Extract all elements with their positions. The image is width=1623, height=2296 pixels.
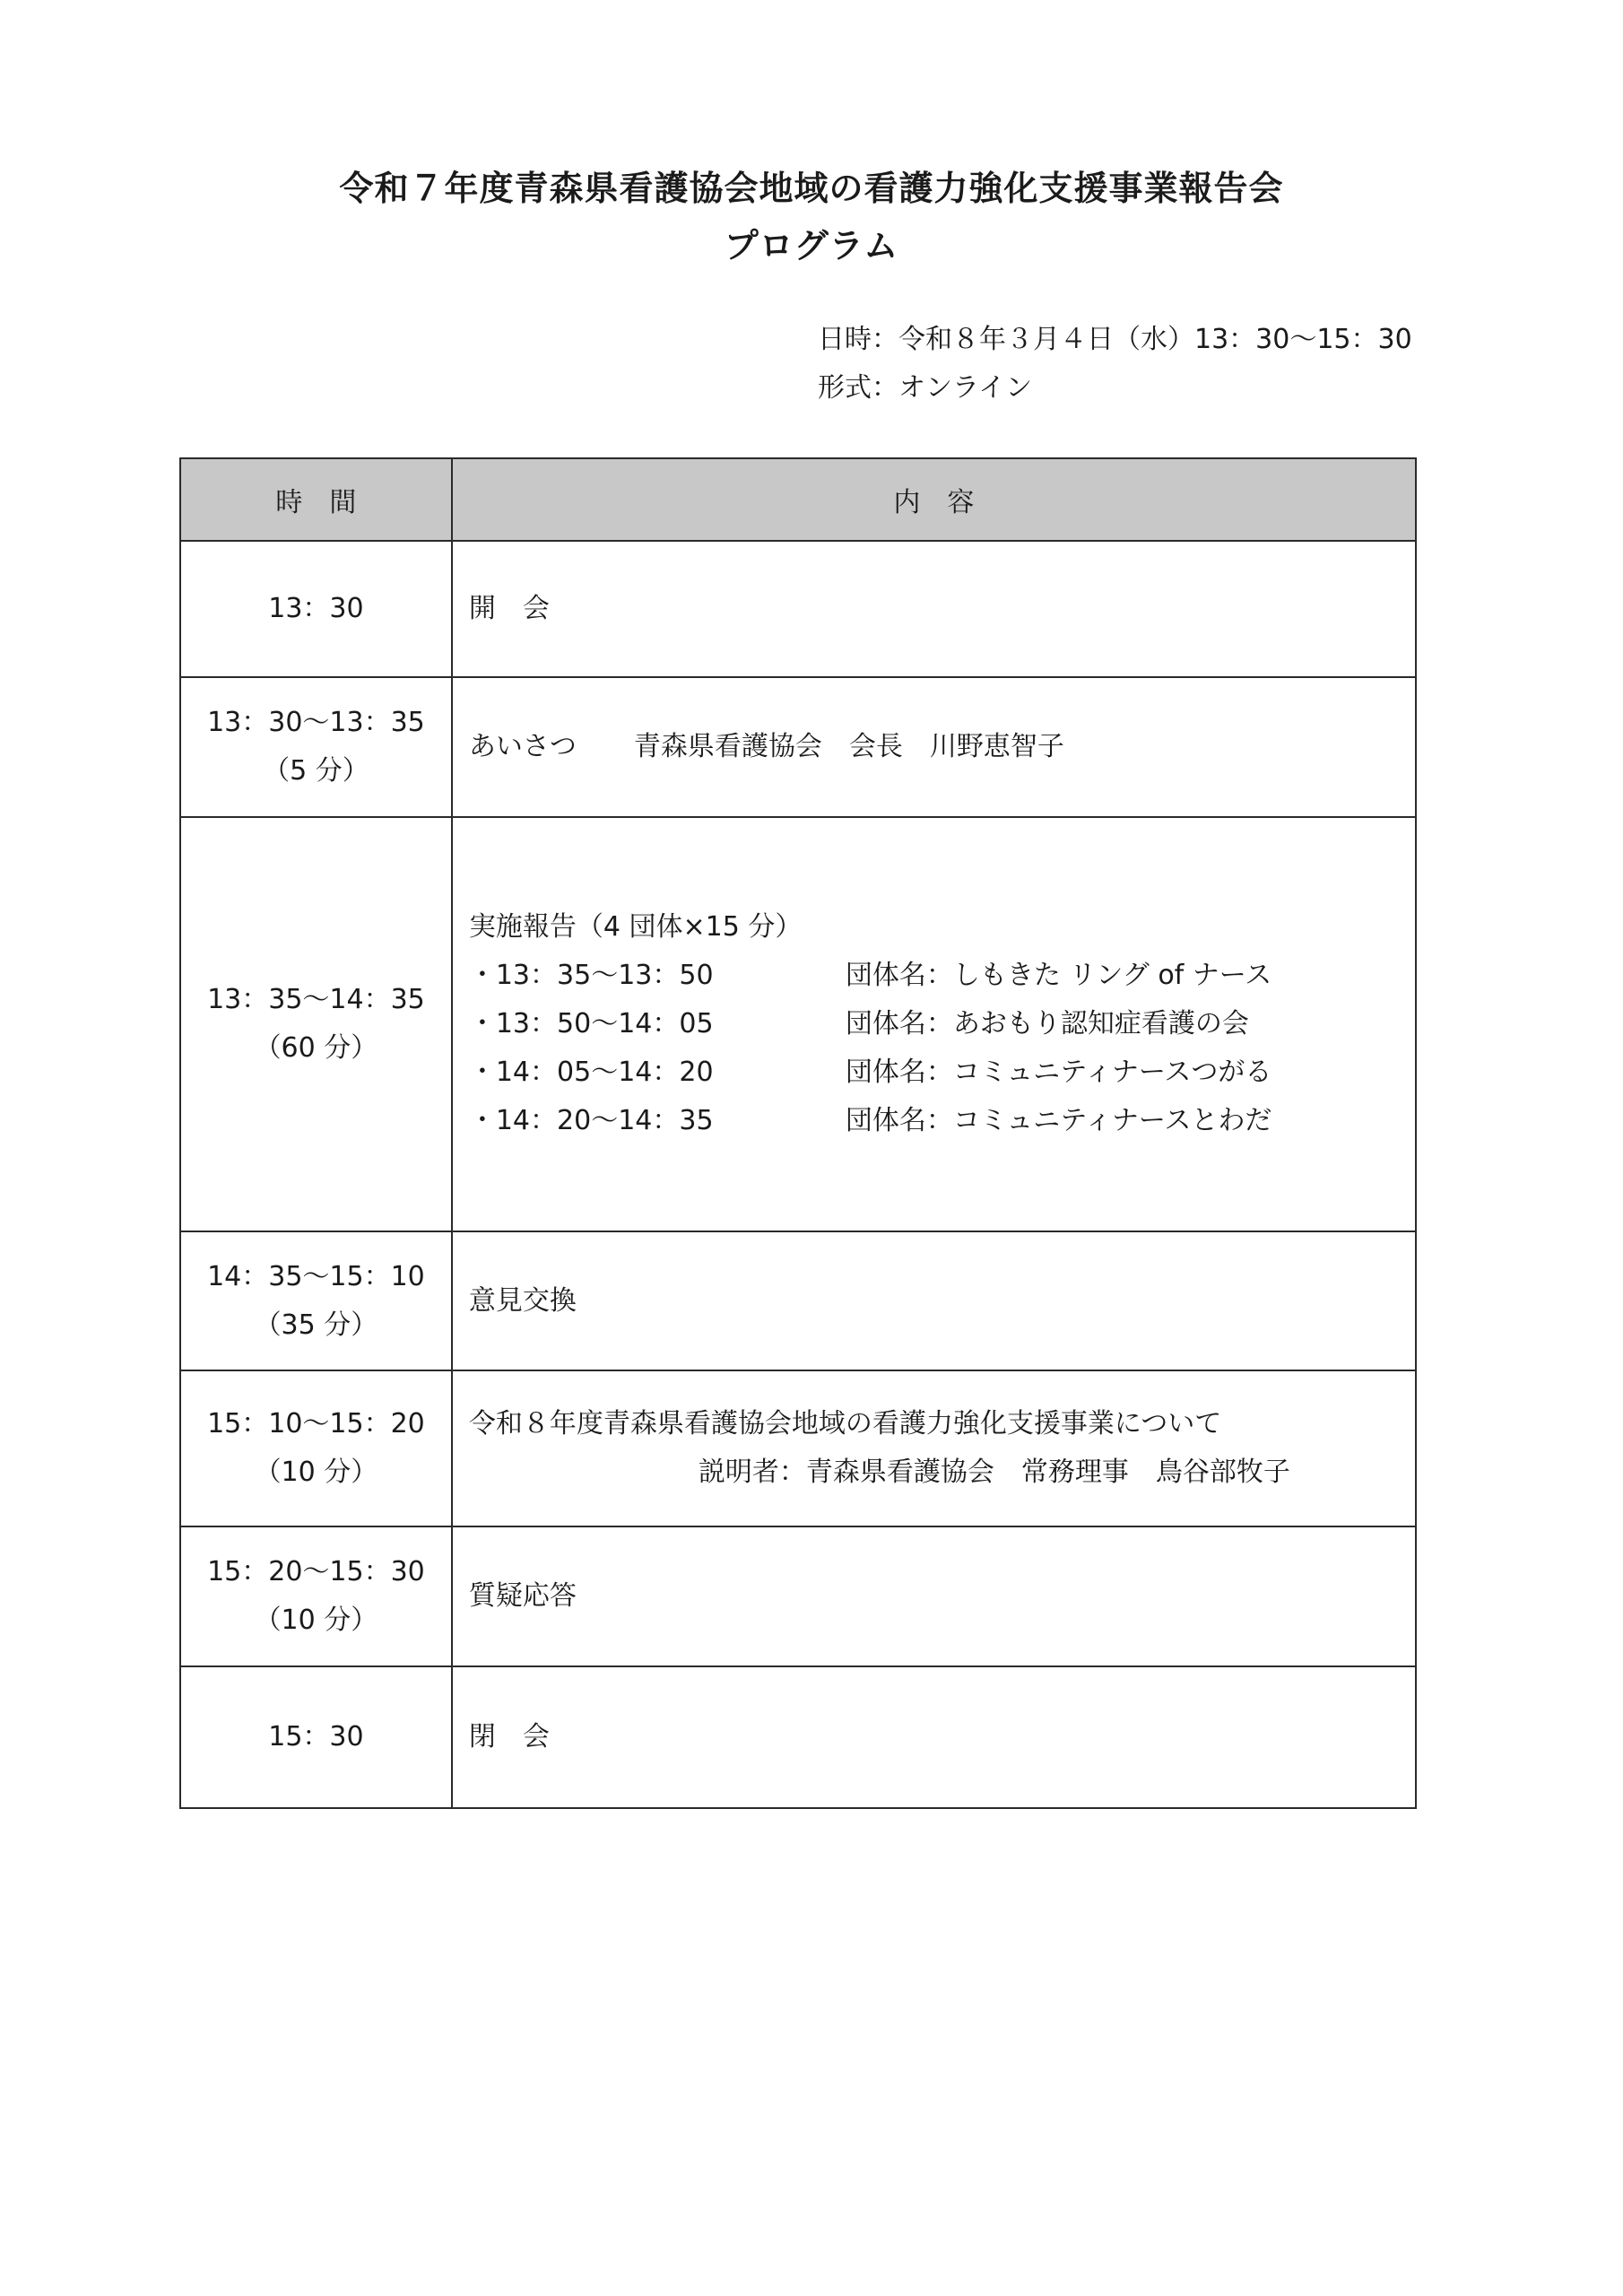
greeting-org: 青森県看護協会 — [633, 731, 822, 762]
report-item: ・13：50～14：05 団体名：あおもり認知症看護の会 — [468, 1008, 1249, 1039]
table-row — [180, 1526, 1416, 1666]
report-item: ・14：05～14：20 団体名：コミュニティナースつがる — [468, 1057, 1272, 1088]
table-row — [180, 541, 1416, 677]
report-heading: 実施報告（4 団体×15 分） — [468, 911, 803, 943]
greeting-role: 会長 — [848, 731, 903, 762]
document-title: 令和７年度青森県看護協会地域の看護力強化支援事業報告会 — [339, 169, 1284, 208]
document-subtitle: プログラム — [724, 226, 899, 265]
presenter: 説明者：青森県看護協会 常務理事 鳥谷部牧子 — [698, 1457, 1290, 1488]
row-content — [452, 817, 1416, 1231]
row-time: 15：20～15：30 （10 分） — [180, 1526, 452, 1666]
event-meta — [818, 316, 1412, 413]
report-item: ・13：35～13：50 団体名：しもきた リング of ナース — [468, 960, 1272, 991]
document-header — [0, 160, 1623, 274]
row-time: 15：10～15：20 （10 分） — [180, 1370, 452, 1526]
row-content — [452, 677, 1416, 817]
column-header-time: 時 間 — [180, 458, 452, 541]
greeting-name: 川野恵智子 — [929, 731, 1064, 762]
report-item: ・14：20～14：35 団体名：コミュニティナースとわだ — [468, 1105, 1272, 1136]
program-table — [179, 457, 1417, 1809]
row-time: 13：35～14：35 （60 分） — [180, 817, 452, 1231]
table-header-row — [180, 458, 1416, 541]
table-row — [180, 677, 1416, 817]
column-header-content: 内 容 — [452, 458, 1416, 541]
table-row — [180, 817, 1416, 1231]
row-time: 13：30～13：35 （5 分） — [180, 677, 452, 817]
event-format: 形式：オンライン — [818, 372, 1033, 404]
plan-description: 令和８年度青森県看護協会地域の看護力強化支援事業について — [468, 1408, 1222, 1439]
table-row — [180, 1231, 1416, 1370]
row-time: 15：30 — [180, 1666, 452, 1808]
greeting-label: あいさつ — [468, 731, 577, 762]
row-content: 質疑応答 — [452, 1526, 1416, 1666]
table-row — [180, 1666, 1416, 1808]
row-content — [452, 1370, 1416, 1526]
row-time: 14：35～15：10 （35 分） — [180, 1231, 452, 1370]
row-content: 開 会 — [452, 541, 1416, 677]
row-content: 閉 会 — [452, 1666, 1416, 1808]
event-datetime: 日時：令和８年３月４日（水）13：30～15：30 — [818, 324, 1412, 355]
table-row — [180, 1370, 1416, 1526]
row-time: 13：30 — [180, 541, 452, 677]
row-content: 意見交換 — [452, 1231, 1416, 1370]
